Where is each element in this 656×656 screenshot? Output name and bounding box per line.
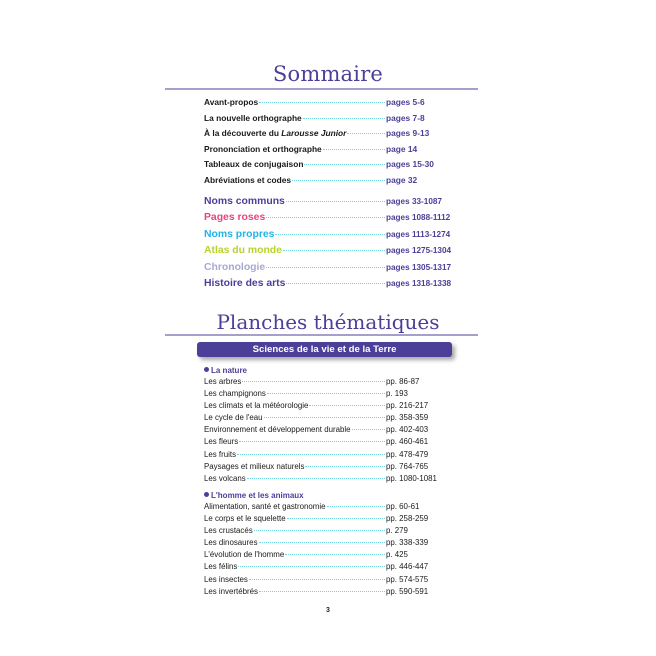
leader-dots bbox=[259, 591, 385, 592]
plate-page: pp. 764-765 bbox=[386, 461, 429, 471]
sections-list bbox=[204, 196, 462, 294]
plate-label: Environnement et développement durable bbox=[204, 425, 351, 435]
toc-row-noms-communs[interactable] bbox=[204, 196, 462, 212]
leader-dots bbox=[287, 518, 385, 519]
section-label: Pages roses bbox=[204, 212, 266, 224]
plate-row[interactable] bbox=[204, 425, 462, 437]
toc-page: page 32 bbox=[386, 174, 418, 185]
plate-page: pp. 590-591 bbox=[386, 586, 429, 596]
leader-dots bbox=[266, 217, 385, 218]
plate-label: Le cycle de l'eau bbox=[204, 413, 263, 423]
toc-label: Abréviations et codes bbox=[204, 174, 292, 185]
plate-page: pp. 258-259 bbox=[386, 514, 429, 524]
plate-label: Le corps et le squelette bbox=[204, 514, 286, 524]
plate-row[interactable] bbox=[204, 562, 462, 574]
section-label: Atlas du monde bbox=[204, 245, 282, 257]
leader-dots bbox=[247, 478, 385, 479]
theme-heading bbox=[204, 365, 462, 377]
toc-page: pages 5-6 bbox=[386, 97, 425, 107]
plate-label: Les champignons bbox=[204, 389, 266, 399]
plate-page: pp. 358-359 bbox=[386, 413, 429, 423]
section-page: pages 1113-1274 bbox=[386, 229, 451, 239]
leader-dots bbox=[283, 250, 385, 251]
toc-row-pages-roses[interactable] bbox=[204, 212, 462, 228]
leader-dots bbox=[327, 506, 386, 507]
toc-row-histoire-des-arts[interactable] bbox=[204, 278, 462, 294]
leader-dots bbox=[309, 405, 385, 406]
plate-label: L'évolution de l'homme bbox=[204, 550, 285, 560]
toc-label: Avant-propos bbox=[204, 97, 259, 107]
toc-row-chronologie[interactable] bbox=[204, 262, 462, 278]
toc-row-prononciation[interactable] bbox=[204, 144, 462, 160]
plate-label: Les crustacés bbox=[204, 526, 253, 536]
front-matter-list bbox=[204, 97, 462, 191]
toc-row-avant-propos[interactable] bbox=[204, 97, 462, 113]
category-banner: Sciences de la vie et de la Terre bbox=[197, 342, 452, 357]
theme-heading bbox=[204, 490, 462, 502]
leader-dots bbox=[347, 133, 385, 134]
planches-title: Planches thématiques bbox=[216, 310, 440, 334]
section-page: pages 1318-1338 bbox=[386, 278, 452, 288]
leader-dots bbox=[242, 381, 385, 382]
plate-label: Les insectes bbox=[204, 574, 248, 584]
leader-dots bbox=[266, 267, 385, 268]
section-page: pages 33-1087 bbox=[386, 197, 442, 206]
toc-label bbox=[204, 128, 346, 138]
plate-row[interactable] bbox=[204, 587, 462, 599]
plate-page: pp. 478-479 bbox=[386, 449, 429, 459]
toc-page: pages 15-30 bbox=[386, 159, 434, 170]
leader-dots bbox=[259, 102, 385, 103]
plate-page: pp. 574-575 bbox=[386, 574, 429, 584]
plate-row[interactable] bbox=[204, 401, 462, 413]
section-label: Noms propres bbox=[204, 228, 275, 240]
theme-heading-text: L'homme et les animaux bbox=[211, 491, 304, 500]
plate-page: pp. 1080-1081 bbox=[386, 473, 437, 483]
plate-row[interactable] bbox=[204, 526, 462, 538]
section-label: Chronologie bbox=[204, 261, 266, 273]
plate-page: pp. 338-339 bbox=[386, 538, 429, 548]
leader-dots bbox=[264, 417, 385, 418]
leader-dots bbox=[286, 201, 385, 202]
leader-dots bbox=[249, 579, 385, 580]
plate-label: Les dinosaures bbox=[204, 538, 258, 548]
plate-label: Les fruits bbox=[204, 449, 237, 459]
planches-divider bbox=[165, 334, 478, 336]
leader-dots bbox=[304, 164, 385, 165]
plate-page: p. 193 bbox=[386, 389, 408, 399]
section-label: Noms communs bbox=[204, 196, 285, 207]
plate-label: Paysages et milieux naturels bbox=[204, 461, 305, 471]
toc-page: page 14 bbox=[386, 143, 418, 154]
leader-dots bbox=[259, 542, 385, 543]
plate-label: Les félins bbox=[204, 562, 238, 572]
plate-row[interactable] bbox=[204, 389, 462, 401]
toc-row-abreviations[interactable] bbox=[204, 175, 462, 191]
toc-row-decouverte[interactable] bbox=[204, 128, 462, 144]
plate-page: pp. 446-447 bbox=[386, 562, 429, 572]
leader-dots bbox=[285, 554, 385, 555]
toc-row-atlas[interactable] bbox=[204, 245, 462, 261]
toc-label-text: À la découverte du bbox=[204, 128, 282, 139]
section-page: pages 1275-1304 bbox=[386, 246, 452, 256]
plate-page: pp. 216-217 bbox=[386, 401, 429, 411]
theme-la-nature bbox=[204, 365, 462, 486]
plate-label: Les arbres bbox=[204, 377, 242, 386]
plate-page: p. 425 bbox=[386, 550, 408, 560]
plate-row[interactable] bbox=[204, 377, 462, 389]
section-label: Histoire des arts bbox=[204, 277, 286, 289]
leader-dots bbox=[238, 566, 385, 567]
toc-page: pages 9-13 bbox=[386, 128, 430, 139]
plate-row[interactable] bbox=[204, 514, 462, 526]
plate-page: pp. 60-61 bbox=[386, 502, 420, 511]
bullet-icon bbox=[204, 492, 209, 497]
plate-row[interactable] bbox=[204, 413, 462, 425]
sommaire-divider bbox=[165, 88, 478, 90]
toc-label-italic: Larousse Junior bbox=[281, 128, 347, 139]
leader-dots bbox=[352, 429, 385, 430]
leader-dots bbox=[239, 441, 385, 442]
toc-page: pages 7-8 bbox=[386, 112, 425, 123]
toc-label: Tableaux de conjugaison bbox=[204, 159, 304, 170]
plate-row[interactable] bbox=[204, 538, 462, 550]
plate-label: Alimentation, santé et gastronomie bbox=[204, 502, 326, 511]
plate-row[interactable] bbox=[204, 575, 462, 587]
plate-label: Les invertébrés bbox=[204, 586, 258, 596]
leader-dots bbox=[286, 283, 385, 284]
leader-dots bbox=[267, 393, 385, 394]
plate-label: Les volcans bbox=[204, 473, 246, 483]
plate-page: pp. 460-461 bbox=[386, 437, 429, 447]
bullet-icon bbox=[204, 367, 209, 372]
leader-dots bbox=[303, 118, 385, 119]
plate-label: Les climats et la météorologie bbox=[204, 401, 309, 411]
theme-heading-text: La nature bbox=[211, 366, 248, 375]
plate-row[interactable] bbox=[204, 502, 462, 514]
leader-dots bbox=[237, 454, 385, 455]
leader-dots bbox=[275, 234, 385, 235]
section-page: pages 1305-1317 bbox=[386, 262, 452, 272]
plate-label: Les fleurs bbox=[204, 437, 239, 447]
plate-row[interactable] bbox=[204, 437, 462, 449]
leader-dots bbox=[323, 149, 385, 150]
toc-row-conjugaison[interactable] bbox=[204, 159, 462, 175]
plate-page: pp. 86-87 bbox=[386, 377, 420, 386]
theme-homme-animaux bbox=[204, 490, 462, 599]
toc-row-nouvelle-orthographe[interactable] bbox=[204, 113, 462, 129]
plate-row[interactable] bbox=[204, 550, 462, 562]
leader-dots bbox=[254, 530, 385, 531]
toc-row-noms-propres[interactable] bbox=[204, 229, 462, 245]
page-number: 3 bbox=[326, 607, 330, 614]
plate-row[interactable] bbox=[204, 450, 462, 462]
plate-row[interactable] bbox=[204, 474, 462, 486]
plate-page: p. 279 bbox=[386, 526, 408, 536]
plate-row[interactable] bbox=[204, 462, 462, 474]
toc-label: La nouvelle orthographe bbox=[204, 112, 302, 123]
toc-label: Prononciation et orthographe bbox=[204, 143, 322, 154]
sommaire-title: Sommaire bbox=[272, 62, 384, 86]
section-page: pages 1088-1112 bbox=[386, 213, 451, 223]
leader-dots bbox=[305, 466, 385, 467]
plate-page: pp. 402-403 bbox=[386, 425, 429, 435]
leader-dots bbox=[292, 180, 385, 181]
